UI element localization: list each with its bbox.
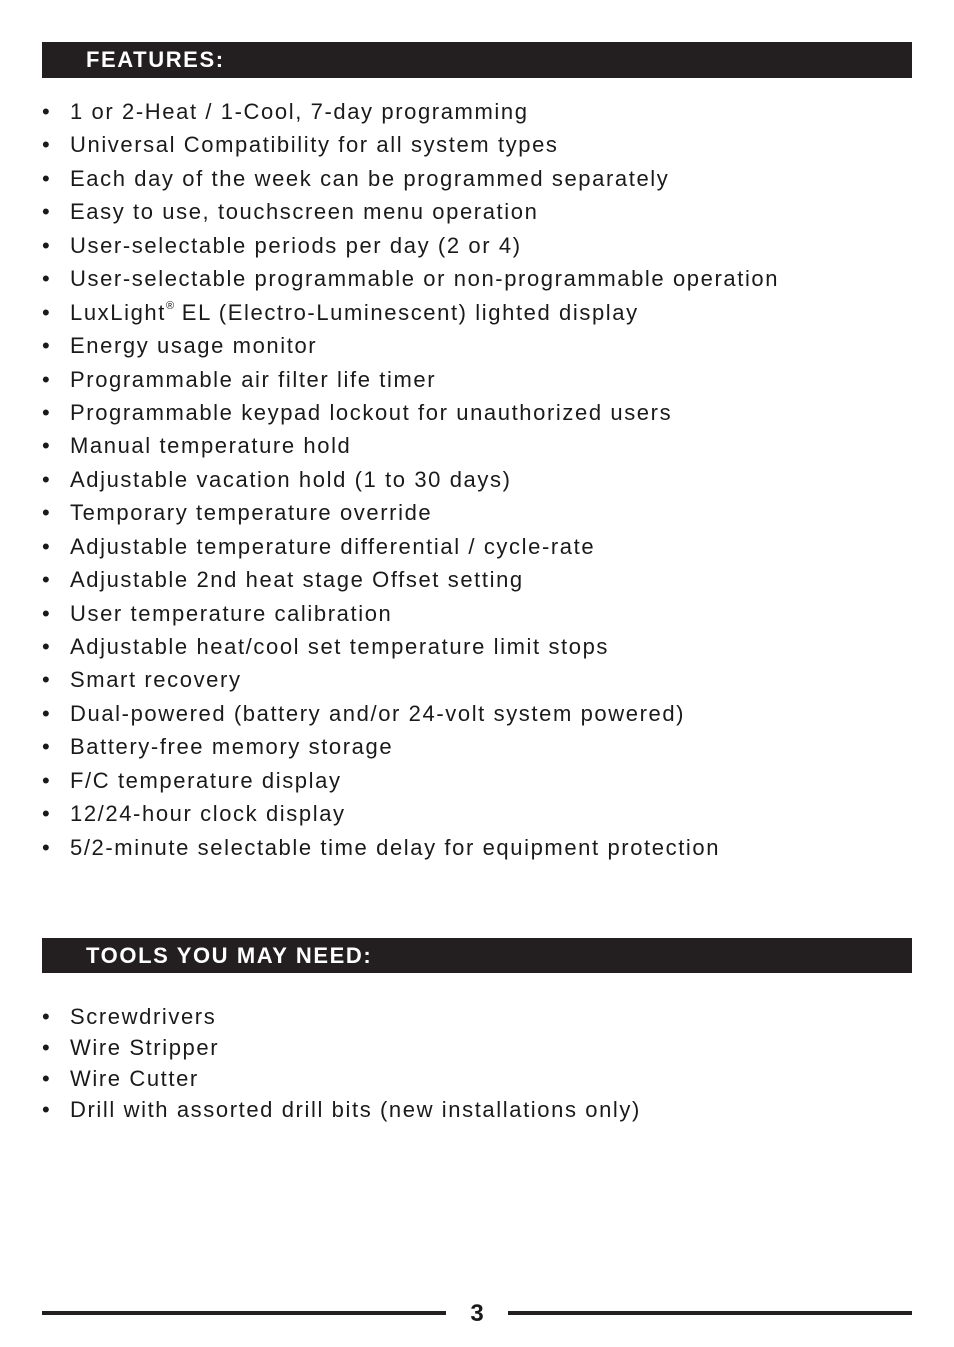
page-number: 3 bbox=[470, 1300, 484, 1327]
footer-rule-right bbox=[508, 1311, 912, 1315]
list-item-text: Manual temperature hold bbox=[70, 433, 352, 459]
tool-item bbox=[42, 1063, 641, 1094]
list-item-text: User-selectable periods per day (2 or 4) bbox=[70, 232, 522, 258]
bullet-icon: • bbox=[42, 399, 52, 425]
feature-item bbox=[42, 630, 779, 663]
bullet-icon: • bbox=[42, 132, 52, 158]
bullet-icon: • bbox=[42, 500, 52, 526]
bullet-icon: • bbox=[42, 333, 52, 359]
list-item-text: Energy usage monitor bbox=[70, 333, 318, 359]
bullet-icon: • bbox=[42, 1035, 52, 1060]
list-item-text: Universal Compatibility for all system types bbox=[70, 132, 559, 158]
feature-item bbox=[42, 764, 779, 797]
features-section-header bbox=[42, 42, 912, 78]
bullet-icon: • bbox=[42, 232, 52, 258]
feature-item bbox=[42, 496, 779, 529]
list-item-text: Wire Cutter bbox=[70, 1066, 199, 1091]
bullet-icon: • bbox=[42, 567, 52, 593]
bullet-icon: • bbox=[42, 634, 52, 659]
feature-item bbox=[42, 329, 779, 362]
list-item-text: Each day of the week can be programmed separately bbox=[70, 165, 670, 191]
list-item-text: User-selectable programmable or non-programmable operation bbox=[70, 266, 780, 292]
tools-list bbox=[42, 1001, 641, 1125]
list-item-text: Drill with assorted drill bits (new installations only) bbox=[70, 1097, 641, 1122]
features-heading: FEATURES: bbox=[86, 47, 225, 72]
feature-item bbox=[42, 663, 779, 696]
feature-item bbox=[42, 429, 779, 462]
tool-item bbox=[42, 1094, 641, 1125]
list-item-text: Adjustable vacation hold (1 to 30 days) bbox=[70, 466, 512, 492]
feature-item bbox=[42, 563, 779, 596]
feature-item bbox=[42, 195, 779, 228]
bullet-icon: • bbox=[42, 299, 52, 325]
bullet-icon: • bbox=[42, 433, 52, 459]
list-item-text: 5/2-minute selectable time delay for equipment protection bbox=[70, 834, 721, 860]
bullet-icon: • bbox=[42, 199, 52, 225]
list-item-text: Adjustable 2nd heat stage Offset setting bbox=[70, 567, 524, 593]
feature-item bbox=[42, 95, 779, 128]
list-item-text: Dual-powered (battery and/or 24-volt system powered) bbox=[70, 700, 686, 726]
feature-item bbox=[42, 463, 779, 496]
feature-item bbox=[42, 697, 779, 730]
bullet-icon: • bbox=[42, 834, 52, 860]
list-item-text: Temporary temperature override bbox=[70, 500, 433, 526]
bullet-icon: • bbox=[42, 667, 52, 693]
list-item-text: Adjustable temperature differential / cycle-rate bbox=[70, 533, 596, 559]
bullet-icon: • bbox=[42, 466, 52, 492]
list-item-text: 1 or 2-Heat / 1-Cool, 7-day programming bbox=[70, 99, 529, 124]
list-item-text: EL (Electro-Luminescent) lighted display bbox=[174, 299, 639, 325]
list-item-text: Easy to use, touchscreen menu operation bbox=[70, 199, 539, 225]
list-item-text: Wire Stripper bbox=[70, 1035, 220, 1060]
feature-item bbox=[42, 162, 779, 195]
feature-item bbox=[42, 128, 779, 161]
bullet-icon: • bbox=[42, 366, 52, 392]
bullet-icon: • bbox=[42, 1066, 52, 1091]
feature-item bbox=[42, 396, 779, 429]
list-item-text: Smart recovery bbox=[70, 667, 242, 693]
features-list bbox=[42, 95, 779, 864]
bullet-icon: • bbox=[42, 700, 52, 726]
tools-heading: TOOLS YOU MAY NEED: bbox=[86, 943, 373, 968]
bullet-icon: • bbox=[42, 734, 52, 760]
tool-item bbox=[42, 1001, 641, 1032]
list-item-text: Adjustable heat/cool set temperature limit stops bbox=[70, 634, 610, 659]
feature-item bbox=[42, 262, 779, 295]
list-item-text: Programmable air filter life timer bbox=[70, 366, 437, 392]
bullet-icon: • bbox=[42, 767, 52, 793]
bullet-icon: • bbox=[42, 801, 52, 827]
feature-item bbox=[42, 229, 779, 262]
bullet-icon: • bbox=[42, 99, 52, 124]
tool-item bbox=[42, 1032, 641, 1063]
feature-item bbox=[42, 363, 779, 396]
bullet-icon: • bbox=[42, 1004, 52, 1029]
list-item-text: User temperature calibration bbox=[70, 600, 393, 626]
bullet-icon: • bbox=[42, 266, 52, 292]
feature-item bbox=[42, 730, 779, 763]
tools-section-header bbox=[42, 938, 912, 973]
list-item-text: Screwdrivers bbox=[70, 1004, 217, 1029]
feature-item bbox=[42, 831, 779, 864]
feature-item bbox=[42, 797, 779, 830]
footer-rule-left bbox=[42, 1311, 446, 1315]
feature-item bbox=[42, 530, 779, 563]
feature-item bbox=[42, 296, 779, 329]
list-item-text: LuxLight bbox=[70, 299, 166, 325]
list-item-text: Programmable keypad lockout for unauthorized users bbox=[70, 399, 673, 425]
list-item-text: F/C temperature display bbox=[70, 767, 342, 793]
list-item-text: Battery-free memory storage bbox=[70, 734, 394, 760]
registered-mark: ® bbox=[165, 300, 175, 313]
feature-item bbox=[42, 597, 779, 630]
bullet-icon: • bbox=[42, 533, 52, 559]
bullet-icon: • bbox=[42, 600, 52, 626]
list-item-text: 12/24-hour clock display bbox=[70, 801, 346, 827]
bullet-icon: • bbox=[42, 165, 52, 191]
bullet-icon: • bbox=[42, 1097, 52, 1122]
